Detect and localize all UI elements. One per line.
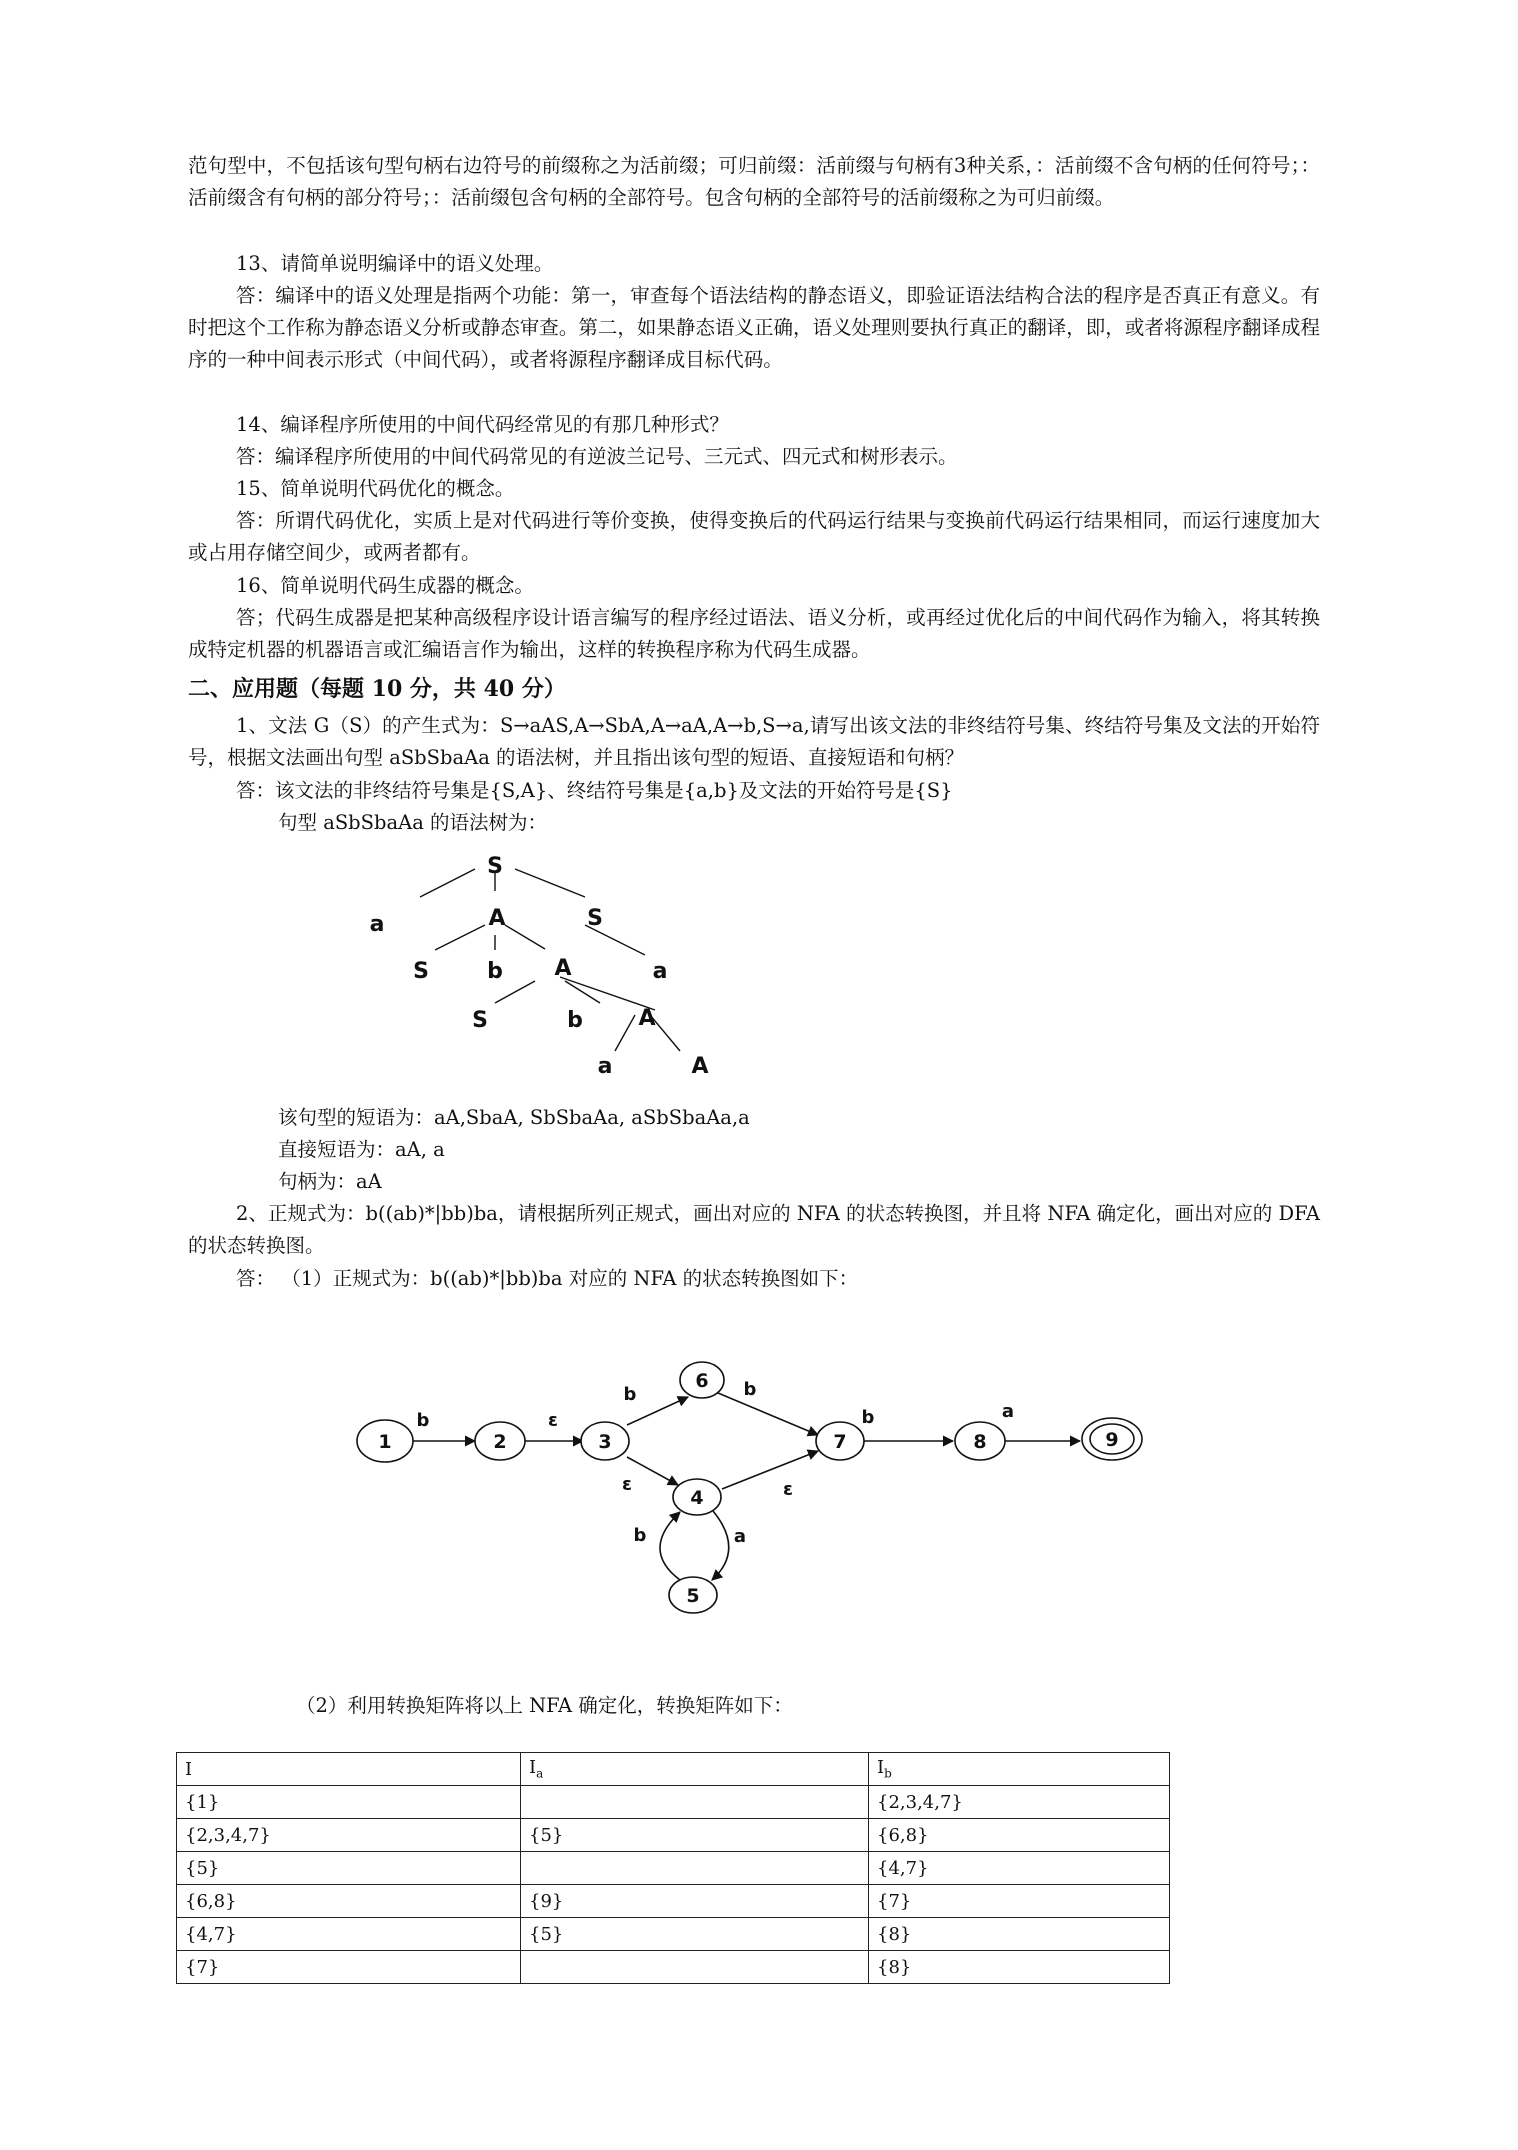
nfa-state-7: 7 <box>833 1431 847 1453</box>
problem-1-question: 1、文法 G（S）的产生式为：S→aAS,A→SbA,A→aA,A→b,S→a,请写出该文法的非终结符号集、终结符号集及文法的开始符号，根据文法画出句型 aSbSbaAa 的语法树，并且指出该句型的短语、直接短语和句柄？ <box>188 714 1320 769</box>
nfa-state-4: 4 <box>690 1487 704 1509</box>
problem-1-tree-caption: 句型 aSbSbaAa 的语法树为： <box>278 811 548 834</box>
table-cell: {4,7} <box>869 1852 1170 1885</box>
table-cell: {7} <box>177 1951 521 1984</box>
header-sub-b: b <box>884 1766 892 1781</box>
nfa-state-1: 1 <box>378 1431 392 1453</box>
table-cell: {5} <box>521 1819 869 1852</box>
edge-label-4-5: a <box>733 1526 747 1547</box>
tree-node-a-lower: A <box>638 1006 656 1031</box>
edge-label-2-3: ε <box>547 1410 559 1431</box>
edge-label-7-8: b <box>861 1407 875 1428</box>
header-cell-ib <box>869 1753 1170 1786</box>
table-row <box>177 1951 1170 1984</box>
table-cell: {5} <box>521 1918 869 1951</box>
table-cell: {9} <box>521 1885 869 1918</box>
nfa-state-9: 9 <box>1105 1429 1119 1451</box>
table-cell: {8} <box>869 1918 1170 1951</box>
edge-label-3-4: ε <box>621 1474 633 1495</box>
nfa-state-8: 8 <box>973 1431 987 1453</box>
edge-label-4-7: ε <box>782 1479 794 1500</box>
tree-node-a-bottom: a <box>597 1054 613 1079</box>
tree-node-b-mid: b <box>487 959 503 984</box>
question-16: 16、简单说明代码生成器的概念。 <box>236 574 534 597</box>
header-label-i: I <box>185 1758 193 1780</box>
tree-node-s-left: S <box>413 959 429 984</box>
transition-matrix-table <box>176 1752 1170 1984</box>
tree-node-s-root: S <box>487 855 503 879</box>
edge-label-1-2: b <box>416 1410 430 1431</box>
table-row <box>177 1786 1170 1819</box>
answer-16: 答；代码生成器是把某种高级程序设计语言编写的程序经过语法、语义分析，或再经过优化后的中间代码作为输入，将其转换成特定机器的机器语言或汇编语言作为输出，这样的转换程序称为代码生成器。 <box>188 606 1320 661</box>
problem-1-phrases: 该句型的短语为：aA,SbaA, SbSbaAa, aSbSbaAa,a <box>278 1106 750 1129</box>
question-15: 15、简单说明代码优化的概念。 <box>236 477 515 500</box>
header-label-ib: I <box>877 1757 885 1779</box>
answer-15: 答：所谓代码优化，实质上是对代码进行等价变换，使得变换后的代码运行结果与变换前代码运行结果相同，而运行速度加大或占用存储空间少，或两者都有。 <box>188 509 1320 564</box>
tree-node-a-leaf: a <box>369 912 385 937</box>
header-cell-i <box>177 1753 521 1786</box>
problem-2-answer-matrix: （2）利用转换矩阵将以上 NFA 确定化，转换矩阵如下： <box>296 1694 793 1717</box>
question-14: 14、编译程序所使用的中间代码经常见的有那几种形式？ <box>236 413 729 436</box>
intro-paragraph: 范句型中，不包括该句型句柄右边符号的前缀称之为活前缀；可归前缀：活前缀与句柄有3种关系，：活前缀不含句柄的任何符号；：活前缀含有句柄的部分符号；：活前缀包含句柄的全部符号。包含句柄的全部符号的活前缀称之为可归前缀。 <box>188 154 1320 209</box>
tree-node-b-lower: b <box>567 1008 583 1033</box>
answer-13: 答：编译中的语义处理是指两个功能：第一，审查每个语法结构的静态语义，即验证语法结构合法的程序是否真正有意义。有时把这个工作称为静态语义分析或静态审查。第二，如果静态语义正确，语义处理则要执行真正的翻译，即，或者将源程序翻译成程序的一种中间表示形式（中间代码），或者将源程序翻译成目标代码。 <box>188 284 1320 371</box>
syntax-tree-diagram <box>355 855 740 1080</box>
table-cell <box>521 1951 869 1984</box>
tree-node-s-lower: S <box>472 1008 488 1033</box>
table-cell: {7} <box>869 1885 1170 1918</box>
nfa-state-3: 3 <box>598 1431 612 1453</box>
header-cell-ia <box>521 1753 869 1786</box>
table-row <box>177 1819 1170 1852</box>
problem-2-question: 2、正规式为：b((ab)*|bb)ba，请根据所列正规式，画出对应的 NFA 的状态转换图，并且将 NFA 确定化，画出对应的 DFA 的状态转换图。 <box>188 1202 1320 1257</box>
table-row <box>177 1885 1170 1918</box>
table-row <box>177 1918 1170 1951</box>
question-13: 13、请简单说明编译中的语义处理。 <box>236 252 554 275</box>
tree-node-a-leaf-right: a <box>652 959 668 984</box>
tree-node-a-bottom-right: A <box>691 1054 709 1079</box>
section-2-heading: 二、应用题（每题 10 分，共 40 分） <box>188 676 566 702</box>
table-header-row <box>177 1753 1170 1786</box>
tree-node-s-right: S <box>587 906 603 931</box>
table-cell: {6,8} <box>177 1885 521 1918</box>
table-cell <box>521 1852 869 1885</box>
edge-label-5-4: b <box>633 1525 647 1546</box>
problem-1-answer-sets: 答：该文法的非终结符号集是{S,A}、终结符号集是{a,b}及文法的开始符号是{S} <box>236 779 953 802</box>
problem-1-handle: 句柄为：aA <box>278 1170 382 1193</box>
problem-1-direct-phrases: 直接短语为：aA, a <box>278 1138 445 1161</box>
table-cell: {8} <box>869 1951 1170 1984</box>
tree-node-a-upper: A <box>488 906 506 931</box>
table-cell: {2,3,4,7} <box>869 1786 1170 1819</box>
edge-label-8-9: a <box>1001 1401 1015 1422</box>
table-cell: {4,7} <box>177 1918 521 1951</box>
edge-label-6-7: b <box>743 1379 757 1400</box>
table-cell: {1} <box>177 1786 521 1819</box>
nfa-state-6: 6 <box>695 1370 709 1392</box>
header-label-ia: I <box>529 1757 537 1779</box>
nfa-state-5: 5 <box>686 1585 700 1607</box>
table-row <box>177 1852 1170 1885</box>
nfa-state-2: 2 <box>493 1431 507 1453</box>
edge-label-3-6: b <box>623 1384 637 1405</box>
nfa-state-diagram <box>340 1345 1170 1635</box>
table-cell <box>521 1786 869 1819</box>
problem-2-answer-nfa: 答： （1）正规式为：b((ab)*|bb)ba 对应的 NFA 的状态转换图如下： <box>236 1267 859 1290</box>
header-sub-a: a <box>536 1766 544 1781</box>
table-cell: {6,8} <box>869 1819 1170 1852</box>
table-cell: {2,3,4,7} <box>177 1819 521 1852</box>
answer-14: 答：编译程序所使用的中间代码常见的有逆波兰记号、三元式、四元式和树形表示。 <box>236 445 958 468</box>
table-cell: {5} <box>177 1852 521 1885</box>
tree-node-a-mid: A <box>554 956 572 981</box>
